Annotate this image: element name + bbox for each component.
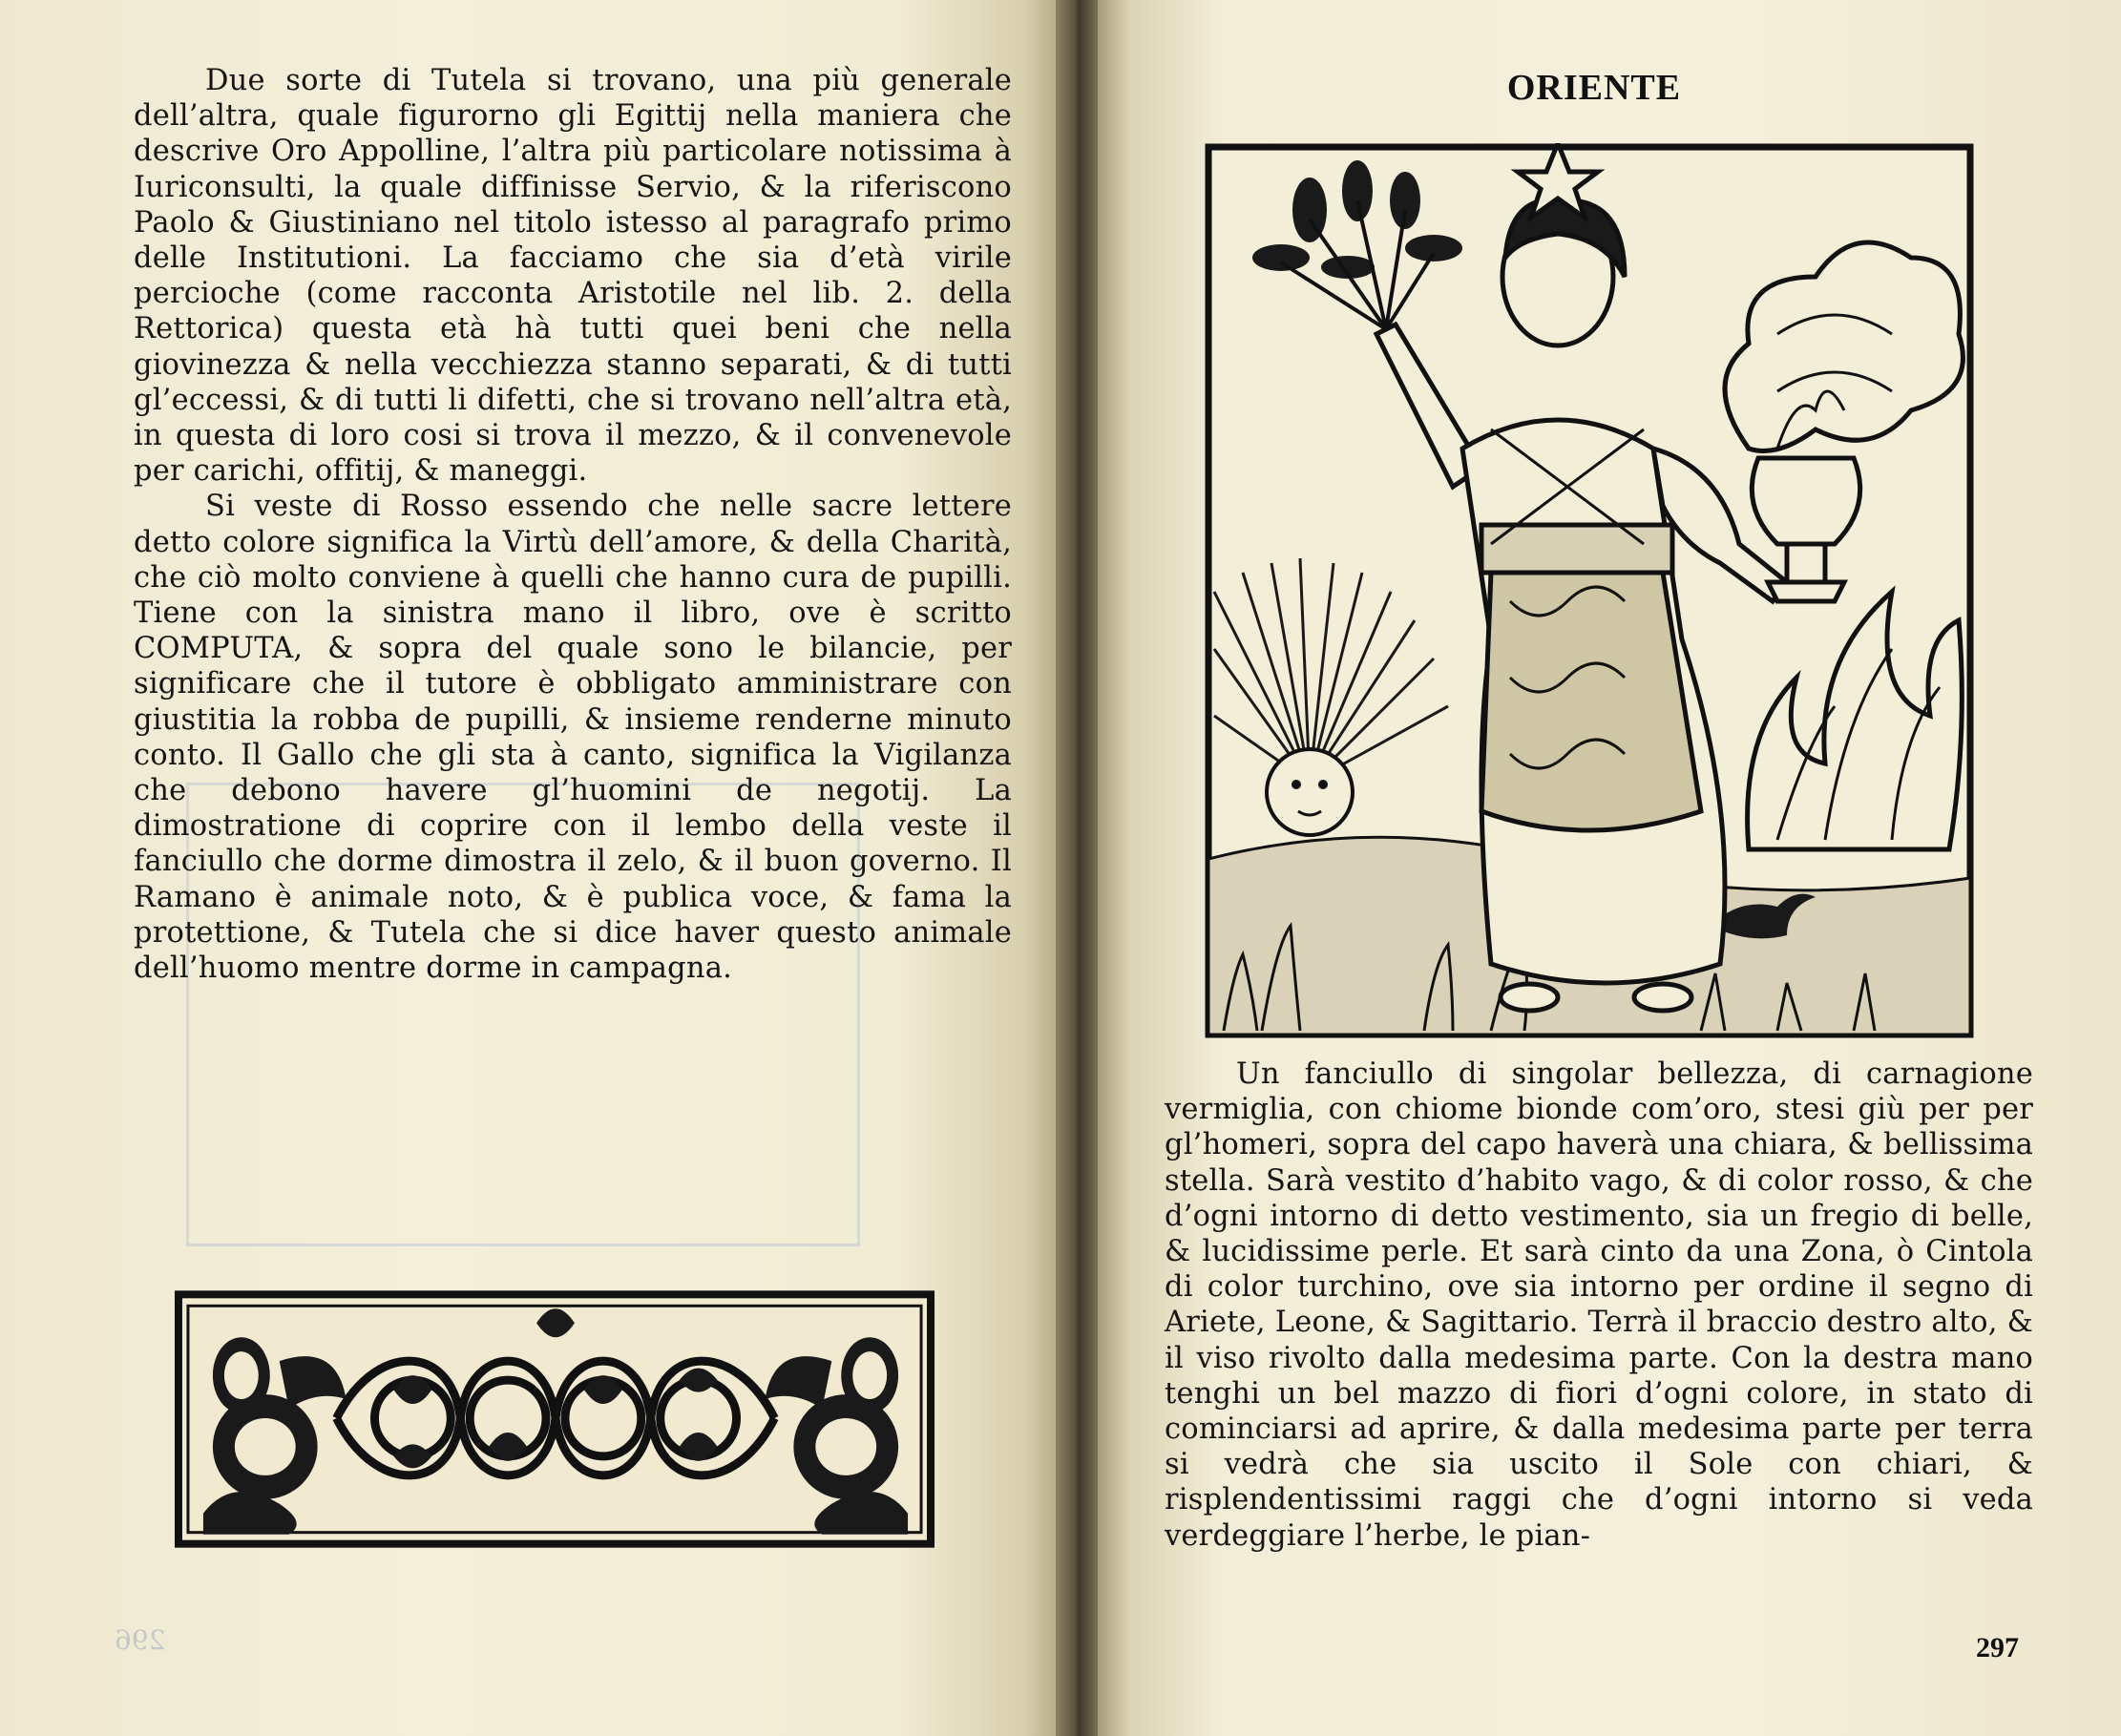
ornamental-frieze-woodcut: [175, 1285, 936, 1552]
oriente-woodcut-illustration: [1205, 143, 1974, 1040]
show-through-page-number: 296: [115, 1624, 166, 1656]
book-gutter: [1056, 0, 1098, 1736]
page-title: ORIENTE: [1506, 68, 1682, 108]
left-page: [0, 0, 1056, 1736]
right-body-text: [1165, 1056, 2033, 1554]
paragraph: Si veste di Rosso essendo che nelle sacre lettere detto colore significa la Virtù dell’amore, & della Charità, che ciò molto conviene à quelli che hanno cura de pupilli. Tiene con la sinistra mano il libro, ove è scritto COMPUTA, & sopra del quale sono le bilancie, per significare che il tutore è obbligato amministrare con giustitia la robba de pupilli, & insieme renderne minuto conto. Il Gallo che gli sta à canto, significa la Vigilanza che debono havere gl’huomini de negotij. La dimostratione di coprire con il lembo della veste il fanciullo che dorme dimostra il zelo, & il buon governo. Il Ramano è animale noto, & è publica voce, & fama la protettione, & Tutela che si dice haver questo animale dell’huomo mentre dorme in campagna.: [134, 490, 1012, 986]
paragraph: Un fanciullo di singolar bellezza, di carnagione vermiglia, con chiome bionde com’oro, stesi giù per per gl’homeri, sopra del capo haverà una chiara, & bellissima stella. Sarà vestito d’habito vago, & di color rosso, & che d’ogni intorno di detto vestimento, sia un fregio di belle, & lucidissime perle. Et sarà cinto da una Zona, ò Cintola di color turchino, ove sia intorno per ordine il segno di Ariete, Leone, & Sagittario. Terrà il braccio destro alto, & il viso rivolto dalla medesima parte. Con la destra mano tenghi un bel mazzo di fiori d’ogni colore, in stato di cominciarsi ad aprire, & dalla medesima parte per terra si vedrà che sia uscito il Sole con chiari, & risplendentissimi raggi che d’ogni intorno si veda verdeggiare l’herbe, le pian-: [1165, 1057, 2033, 1553]
paragraph: Due sorte di Tutela si trovano, una più generale dell’altra, quale figurorno gli Egittij nella maniera che descrive Oro Appolline, l’altra più particolare notissima à Iuriconsulti, la quale diffinisse Servio, & la riferiscono Paolo & Giustiniano nel titolo istesso al paragrafo primo delle Institutioni. La facciamo che sia d’età virile percioche (come racconta Aristotile nel lib. 2. della Rettorica) questa età hà tutti quei beni che nella giovinezza & nella vecchiezza stanno separati, & di tutti gl’eccessi, & di tutti li difetti, che si trovano nell’altra età, in questa di loro cosi si trova il mezzo, & il convenevole per carichi, offitij, & maneggi.: [134, 64, 1012, 489]
left-body-text: [134, 63, 1012, 986]
page-number: 297: [1976, 1632, 2019, 1663]
